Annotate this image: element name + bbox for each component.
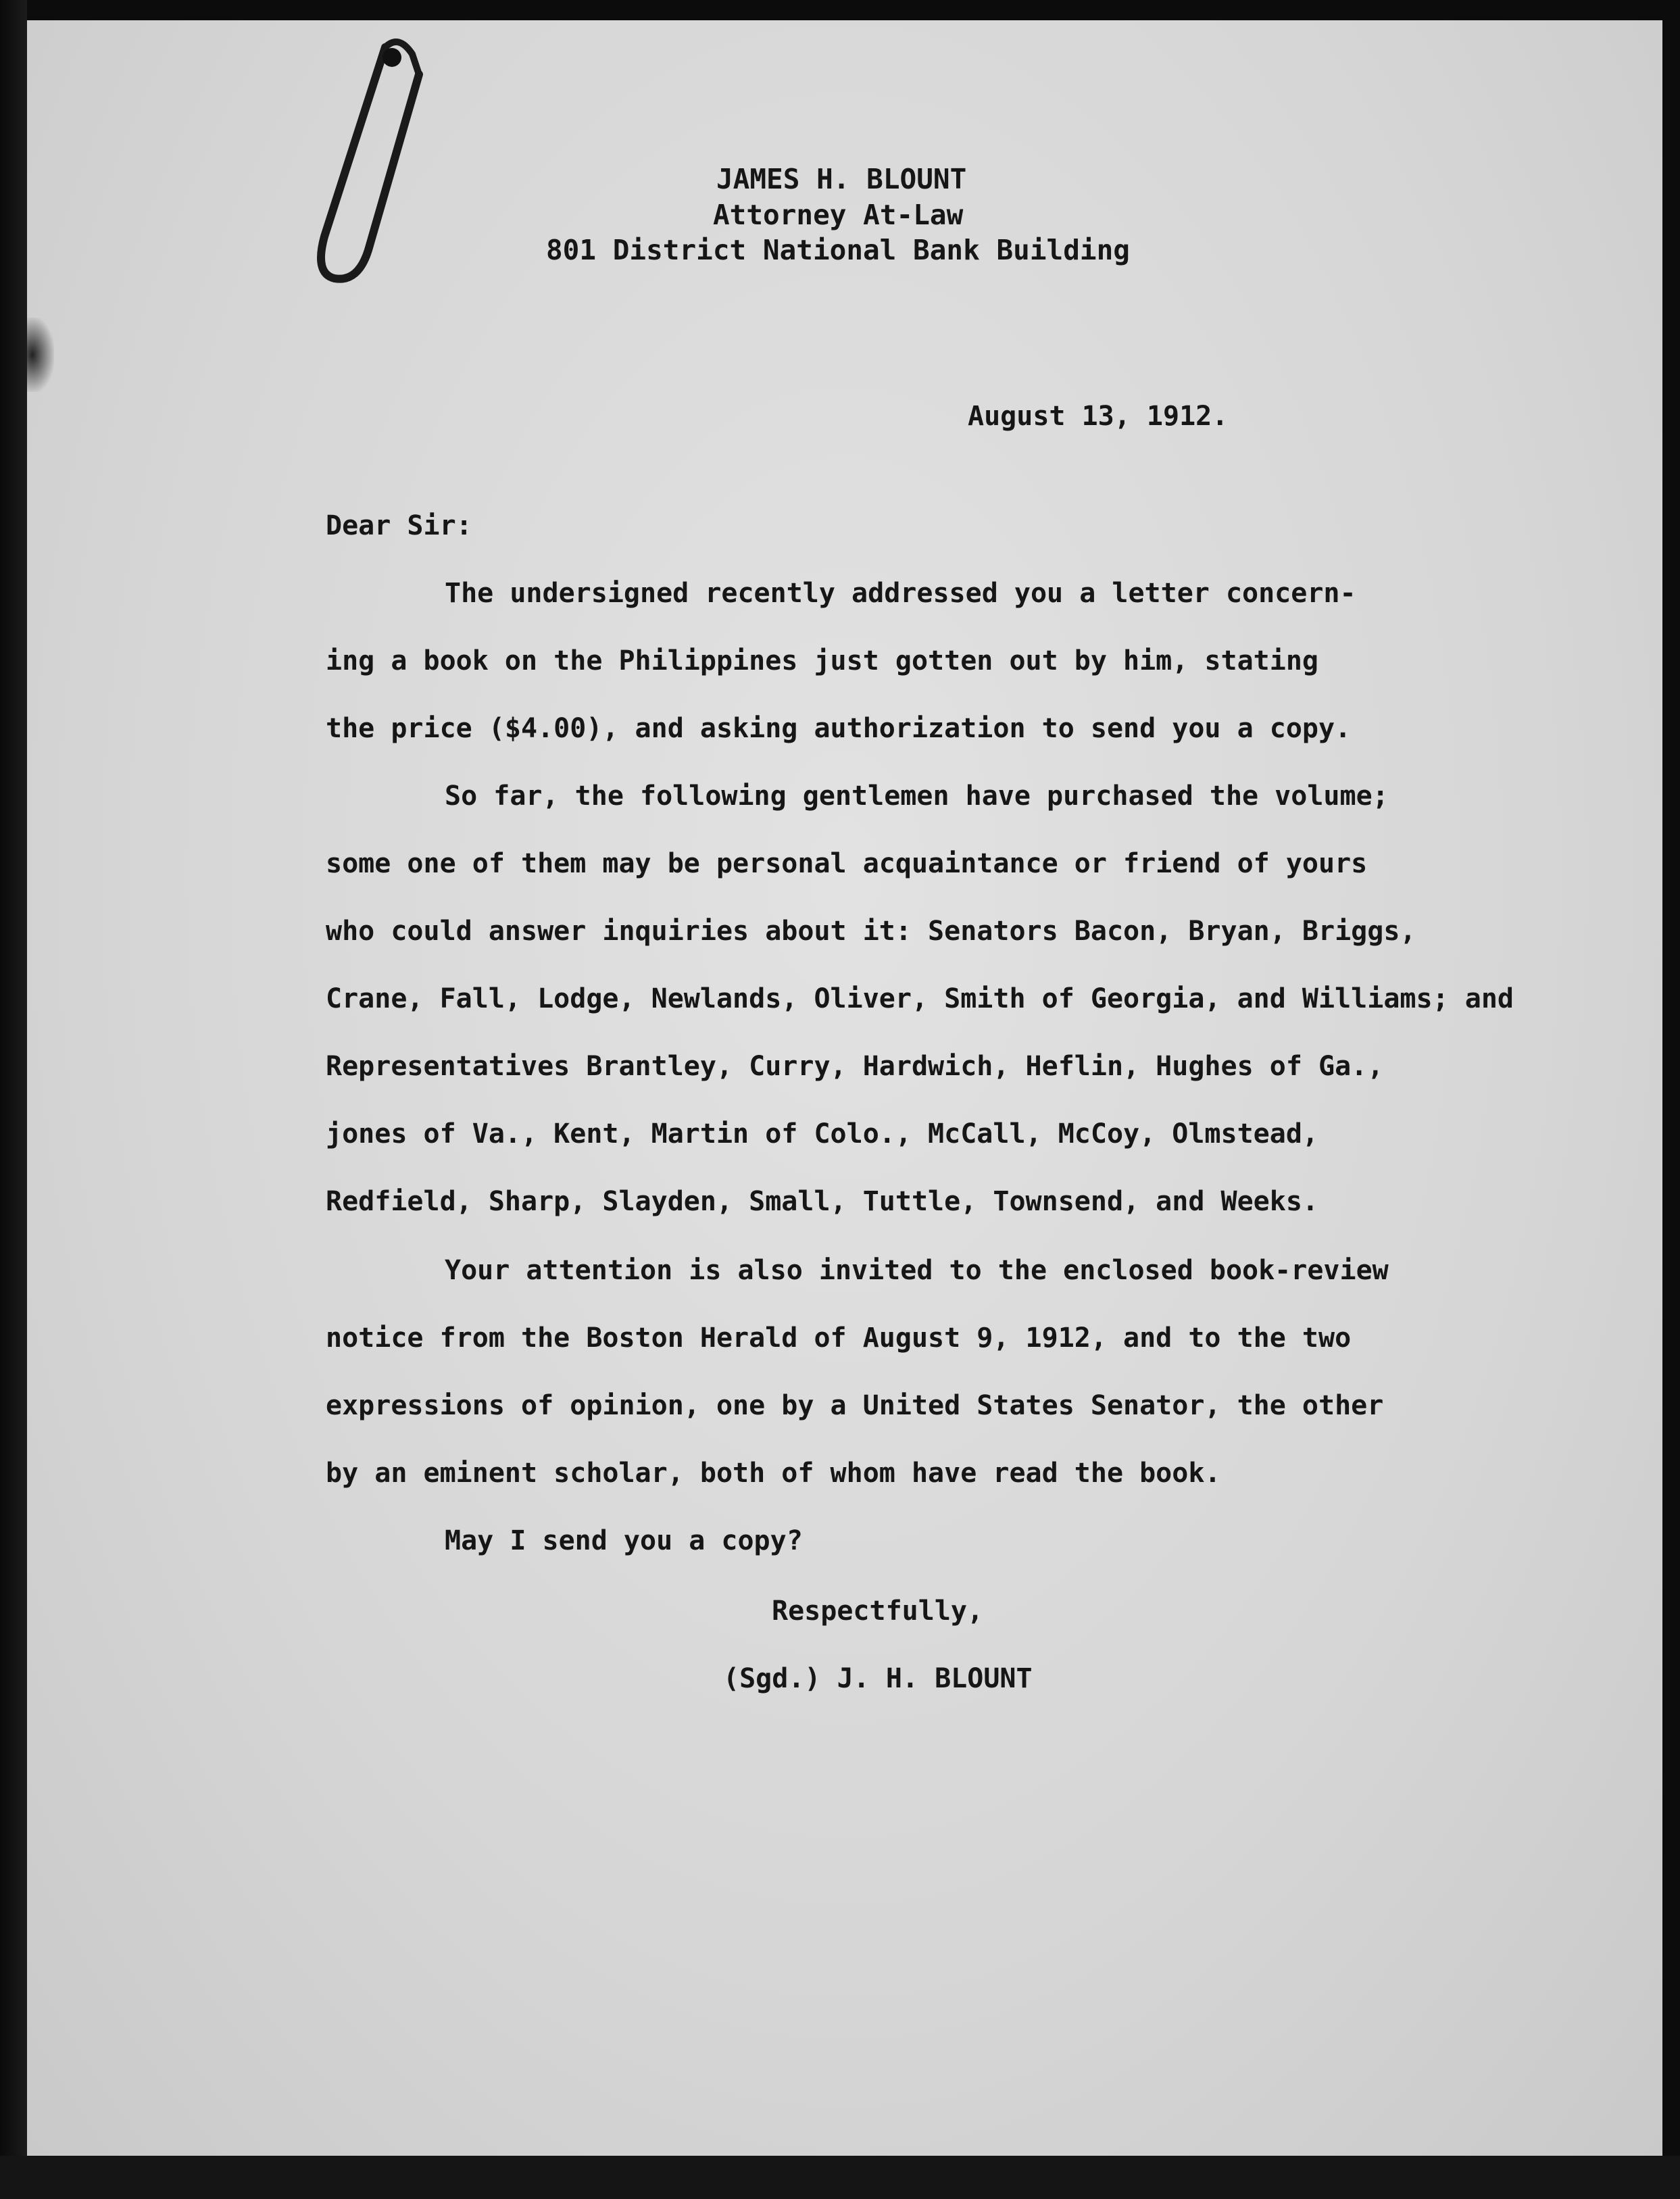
letterhead-name: JAMES H. BLOUNT bbox=[716, 163, 967, 195]
letter-page bbox=[27, 20, 1662, 2156]
paragraph-line: Representatives Brantley, Curry, Hardwich, Heflin, Hughes of Ga., bbox=[326, 1051, 1384, 1082]
paragraph-line: ing a book on the Philippines just gotten out by him, stating bbox=[326, 645, 1319, 676]
letter-date: August 13, 1912. bbox=[968, 401, 1229, 432]
paragraph-line: Crane, Fall, Lodge, Newlands, Oliver, Smith of Georgia, and Williams; and bbox=[326, 983, 1514, 1014]
signature: (Sgd.) J. H. BLOUNT bbox=[723, 1663, 1033, 1694]
paragraph-line: May I send you a copy? bbox=[445, 1525, 803, 1556]
paragraph-line: the price ($4.00), and asking authorization to send you a copy. bbox=[326, 713, 1352, 744]
salutation: Dear Sir: bbox=[326, 510, 472, 541]
paragraph-line: The undersigned recently addressed you a letter concern- bbox=[445, 578, 1356, 609]
paragraph-line: some one of them may be personal acquaintance or friend of yours bbox=[326, 848, 1368, 879]
paragraph-line: expressions of opinion, one by a United States Senator, the other bbox=[326, 1390, 1384, 1421]
paragraph-line: by an eminent scholar, both of whom have read the book. bbox=[326, 1458, 1221, 1489]
letterhead-title: Attorney At-Law bbox=[713, 199, 964, 231]
paragraph-line: notice from the Boston Herald of August 9, 1912, and to the two bbox=[326, 1323, 1352, 1354]
paragraph-line: Redfield, Sharp, Slayden, Small, Tuttle, Townsend, and Weeks. bbox=[326, 1186, 1319, 1217]
closing: Respectfully, bbox=[772, 1596, 984, 1627]
paragraph-line: jones of Va., Kent, Martin of Colo., McCall, McCoy, Olmstead, bbox=[326, 1118, 1319, 1150]
letterhead-address: 801 District National Bank Building bbox=[546, 234, 1130, 266]
letter-body bbox=[27, 20, 1662, 2156]
paragraph-line: who could answer inquiries about it: Senators Bacon, Bryan, Briggs, bbox=[326, 916, 1416, 947]
film-edge-bottom bbox=[0, 2156, 1680, 2199]
paragraph-line: So far, the following gentlemen have purchased the volume; bbox=[445, 781, 1389, 812]
film-edge-left bbox=[0, 0, 27, 2199]
paragraph-line: Your attention is also invited to the enclosed book-review bbox=[445, 1255, 1389, 1286]
